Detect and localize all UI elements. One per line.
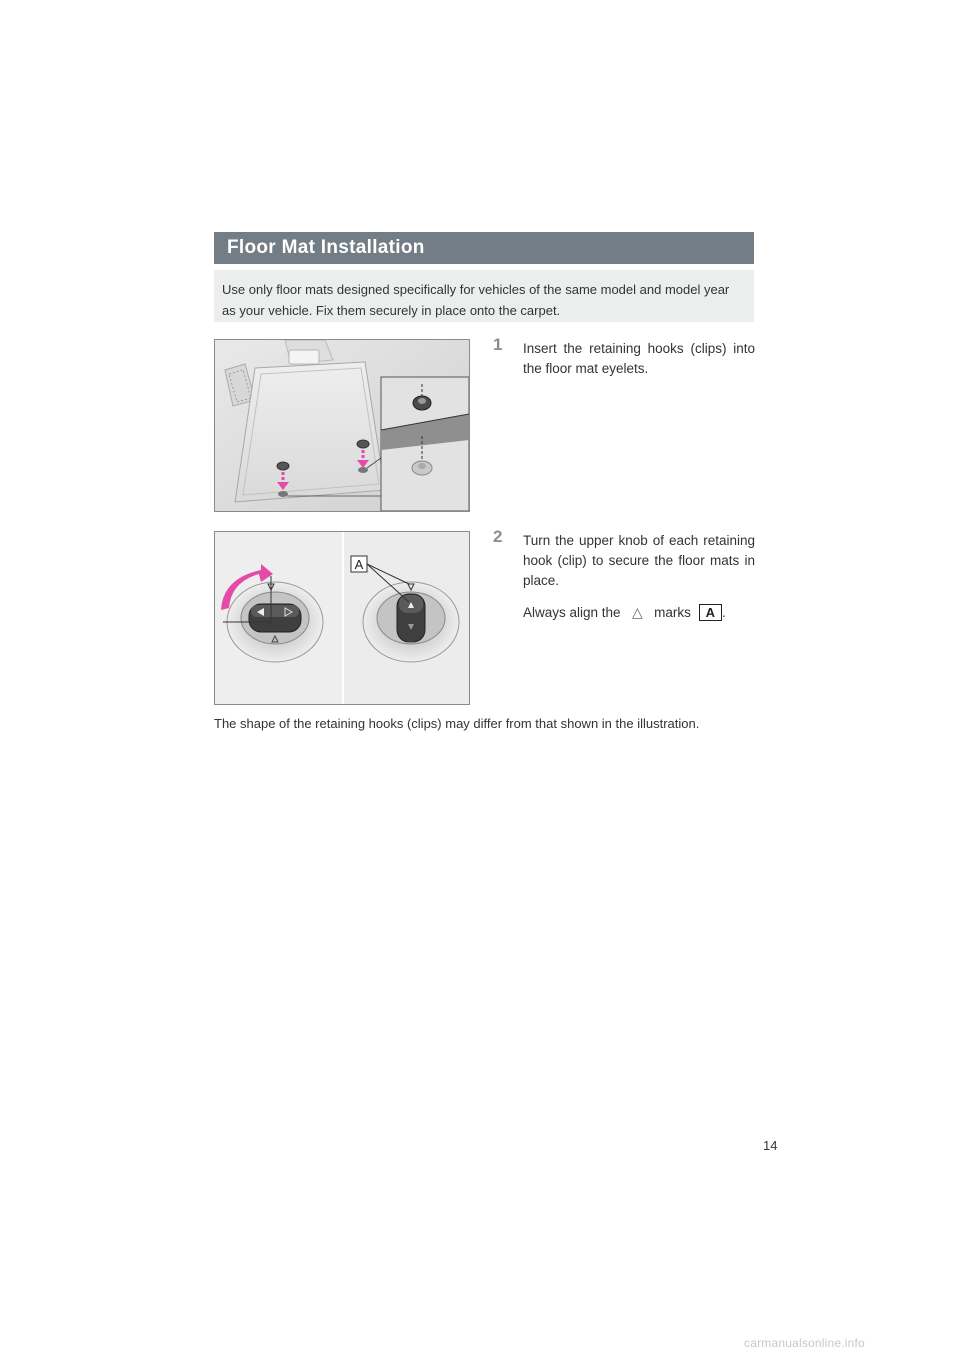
callout-label-a: A (354, 557, 364, 572)
align-note-suffix: marks (654, 605, 691, 620)
retaining-hook-knob-illustration (214, 531, 470, 705)
watermark: carmanualsonline.info (744, 1336, 865, 1350)
step-1-number: 1 (493, 335, 503, 354)
page-number: 14 (763, 1138, 778, 1153)
align-note-end: . (722, 605, 726, 620)
step-2-number: 2 (493, 527, 503, 546)
step-2 (493, 527, 755, 591)
illustration-note: The shape of the retaining hooks (clips) may differ from that shown in the illustration. (214, 716, 700, 731)
align-note-prefix: Always align the (523, 605, 621, 620)
intro-text: Use only floor mats designed specifically for vehicles of the same model and model year as your vehicle. Fix them securely in place onto the carpet. (214, 270, 754, 322)
step-2-text: Turn the upper knob of each retaining hook (clip) to secure the floor mats in place. (523, 533, 755, 588)
step-1-text: Insert the retaining hooks (clips) into the floor mat eyelets. (523, 341, 755, 376)
align-note (523, 604, 726, 621)
label-a-badge: A (699, 604, 722, 621)
section-title: Floor Mat Installation (214, 232, 754, 264)
step-1 (493, 335, 755, 379)
triangle-mark-icon: △ (631, 604, 643, 620)
floor-mat-illustration (214, 339, 470, 512)
